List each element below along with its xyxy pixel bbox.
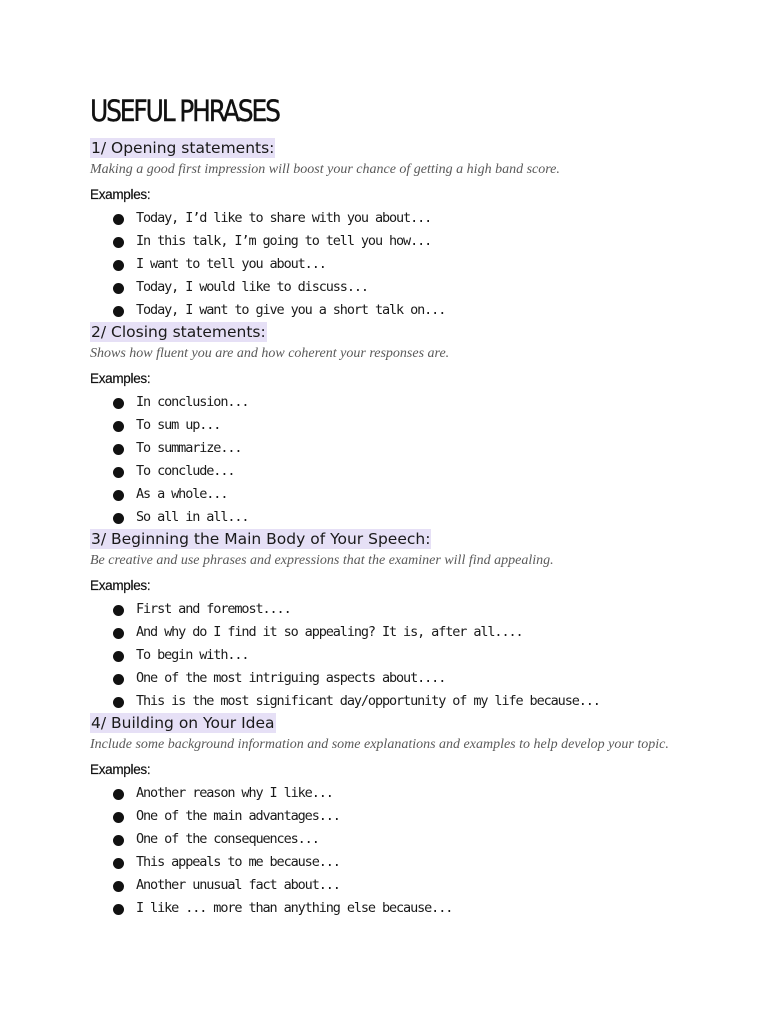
section-description: Making a good first impression will boost your chance of getting a high band score. <box>90 162 560 177</box>
bullet-icon <box>113 467 124 478</box>
list-item-text: One of the most intriguing aspects about.... <box>136 670 446 686</box>
list-item-text: And why do I find it so appealing? It is, after all.... <box>136 624 523 640</box>
document-page <box>90 92 730 920</box>
list-item <box>90 667 730 690</box>
list-item <box>90 897 730 920</box>
list-item <box>90 230 730 253</box>
list-item-text: First and foremost.... <box>136 601 291 617</box>
section-heading: 3/ Beginning the Main Body of Your Speech: <box>91 530 431 548</box>
bullet-icon <box>113 881 124 892</box>
phrase-list <box>90 598 730 713</box>
list-item <box>90 391 730 414</box>
list-item-text: I like ... more than anything else because... <box>136 900 453 916</box>
list-item <box>90 299 730 322</box>
list-item-text: One of the consequences... <box>136 831 319 847</box>
bullet-icon <box>113 421 124 432</box>
list-item-text: Today, I want to give you a short talk on... <box>136 302 446 318</box>
section-description: Be creative and use phrases and expressions that the examiner will find appealing. <box>90 553 554 568</box>
list-item <box>90 207 730 230</box>
bullet-icon <box>113 858 124 869</box>
section-building-on-idea <box>90 713 730 920</box>
section-heading: 4/ Building on Your Idea <box>91 714 275 732</box>
list-item-text: To conclude... <box>136 463 235 479</box>
section-heading: 2/ Closing statements: <box>91 323 266 341</box>
bullet-icon <box>113 444 124 455</box>
list-item-text: This is the most significant day/opportunity of my life because... <box>136 693 600 709</box>
list-item-text: Today, I would like to discuss... <box>136 279 368 295</box>
list-item <box>90 805 730 828</box>
section-main-body <box>90 529 730 713</box>
phrase-list <box>90 207 730 322</box>
bullet-icon <box>113 812 124 823</box>
list-item-text: This appeals to me because... <box>136 854 340 870</box>
bullet-icon <box>113 697 124 708</box>
section-opening-statements <box>90 138 730 322</box>
phrase-list <box>90 782 730 920</box>
bullet-icon <box>113 835 124 846</box>
list-item-text: In this talk, I’m going to tell you how... <box>136 233 432 249</box>
bullet-icon <box>113 283 124 294</box>
examples-label: Examples: <box>90 371 151 386</box>
list-item-text: So all in all... <box>136 509 249 525</box>
bullet-icon <box>113 214 124 225</box>
bullet-icon <box>113 628 124 639</box>
list-item <box>90 483 730 506</box>
bullet-icon <box>113 237 124 248</box>
list-item <box>90 851 730 874</box>
bullet-icon <box>113 260 124 271</box>
bullet-icon <box>113 306 124 317</box>
list-item-text: Another unusual fact about... <box>136 877 340 893</box>
list-item <box>90 414 730 437</box>
bullet-icon <box>113 490 124 501</box>
list-item-text: In conclusion... <box>136 394 249 410</box>
list-item-text: To summarize... <box>136 440 242 456</box>
list-item <box>90 437 730 460</box>
examples-label: Examples: <box>90 762 151 777</box>
list-item <box>90 828 730 851</box>
bullet-icon <box>113 789 124 800</box>
bullet-icon <box>113 605 124 616</box>
list-item-text: To sum up... <box>136 417 221 433</box>
list-item <box>90 253 730 276</box>
list-item-text: To begin with... <box>136 647 249 663</box>
list-item <box>90 460 730 483</box>
bullet-icon <box>113 398 124 409</box>
list-item-text: One of the main advantages... <box>136 808 340 824</box>
section-heading: 1/ Opening statements: <box>91 139 275 157</box>
list-item <box>90 874 730 897</box>
list-item-text: I want to tell you about... <box>136 256 326 272</box>
list-item <box>90 506 730 529</box>
examples-label: Examples: <box>90 187 151 202</box>
bullet-icon <box>113 513 124 524</box>
list-item <box>90 598 730 621</box>
section-closing-statements <box>90 322 730 529</box>
list-item <box>90 782 730 805</box>
bullet-icon <box>113 674 124 685</box>
list-item-text: Today, I’d like to share with you about... <box>136 210 432 226</box>
list-item-text: As a whole... <box>136 486 228 502</box>
list-item <box>90 621 730 644</box>
bullet-icon <box>113 904 124 915</box>
examples-label: Examples: <box>90 578 151 593</box>
list-item-text: Another reason why I like... <box>136 785 333 801</box>
list-item <box>90 690 730 713</box>
section-description: Include some background information and some explanations and examples to help develop your topic. <box>90 737 669 752</box>
list-item <box>90 276 730 299</box>
bullet-icon <box>113 651 124 662</box>
phrase-list <box>90 391 730 529</box>
list-item <box>90 644 730 667</box>
section-description: Shows how fluent you are and how coherent your responses are. <box>90 346 450 361</box>
page-title: USEFUL PHRASES <box>90 94 279 128</box>
